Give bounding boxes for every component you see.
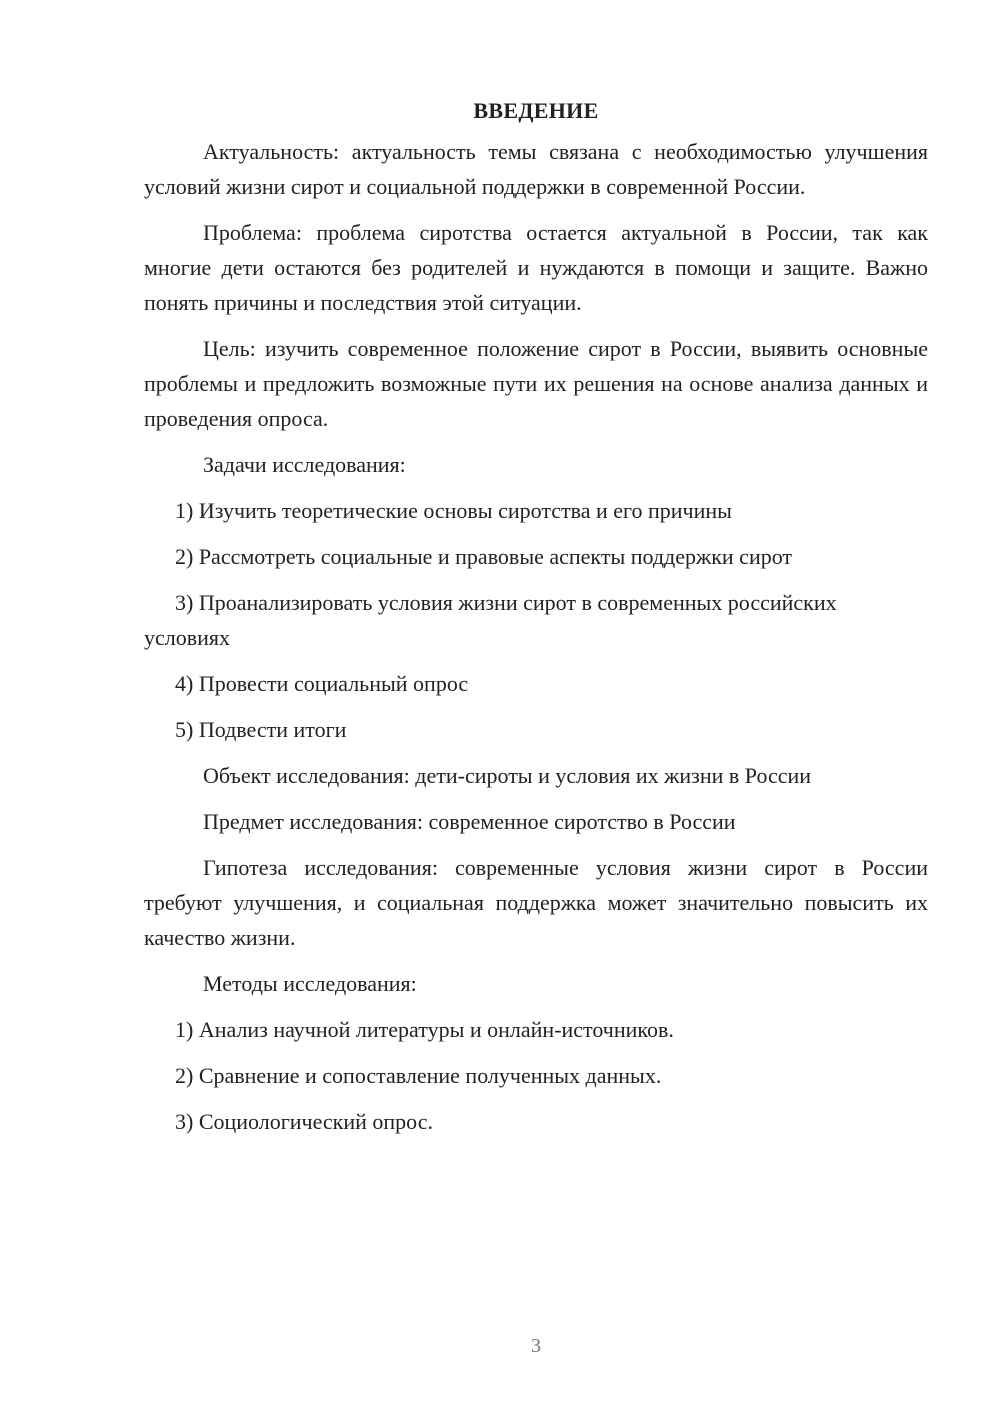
object-paragraph: Объект исследования: дети-сироты и условия их жизни в России: [203, 763, 812, 788]
subject-paragraph: Предмет исследования: современное сиротство в России: [203, 809, 736, 834]
page-number: 3: [531, 1335, 541, 1357]
task-item-3: 3) Проанализировать условия жизни сирот в современных российских условиях: [144, 590, 837, 650]
task-item-1: 1) Изучить теоретические основы сиротства и его причины: [175, 498, 732, 523]
task-item-5: 5) Подвести итоги: [175, 717, 347, 742]
method-item-3: 3) Социологический опрос.: [175, 1109, 433, 1134]
tasks-title: Задачи исследования:: [203, 452, 406, 477]
relevance-paragraph: Актуальность: актуальность темы связана с необходимостью улучшения условий жизни сирот и социальной поддержки в современной России.: [144, 139, 928, 199]
method-item-2: 2) Сравнение и сопоставление полученных данных.: [175, 1063, 662, 1088]
task-item-4: 4) Провести социальный опрос: [175, 671, 469, 696]
section-heading: ВВЕДЕНИЕ: [473, 98, 599, 123]
methods-title: Методы исследования:: [203, 971, 417, 996]
task-item-2: 2) Рассмотреть социальные и правовые аспекты поддержки сирот: [175, 544, 793, 569]
page-content: [144, 94, 928, 1150]
goal-paragraph: Цель: изучить современное положение сирот в России, выявить основные проблемы и предложить возможные пути их решения на основе анализа данных и проведения опроса.: [144, 336, 928, 431]
hypothesis-paragraph: Гипотеза исследования: современные условия жизни сирот в России требуют улучшения, и социальная поддержка может значительно повысить их качество жизни.: [144, 855, 928, 950]
problem-paragraph: Проблема: проблема сиротства остается актуальной в России, так как многие дети остаются без родителей и нуждаются в помощи и защите. Важно понять причины и последствия этой ситуации.: [144, 220, 928, 315]
method-item-1: 1) Анализ научной литературы и онлайн-источников.: [175, 1017, 674, 1042]
